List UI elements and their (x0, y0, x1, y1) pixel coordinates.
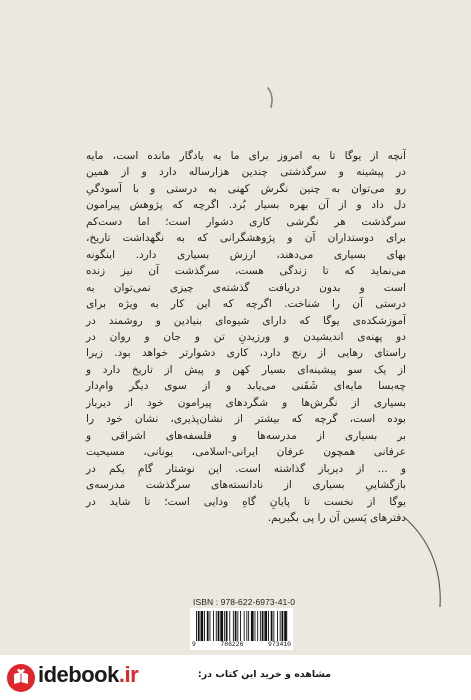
text-line: سرگذشت هر نگرشی کاری دشوار است؛ اما دست‌کم (86, 215, 406, 228)
barcode-bar (196, 611, 197, 641)
text-line: عرفانی همچون عرفان ایرانی-اسلامی، یونانی، مسیحیت (86, 446, 406, 459)
text-line: در پیشینه و سرگذشتی چندین هزارساله دارد و از همین (86, 166, 406, 179)
barcode-bar (229, 611, 230, 641)
text-line: بسیاری از نگرش‌ها و شگردهای پیرامون خود از دیرباز (86, 396, 406, 409)
barcode-bar (277, 611, 278, 641)
book-heart-icon (6, 663, 36, 693)
text-line: از یک سو پیشینه‌ای بسیار کهن و پیش از تاریخ دارد و (86, 363, 406, 376)
barcode-bar (233, 611, 234, 641)
footer-caption: مشاهده و خرید این کتاب در: (197, 669, 331, 680)
barcode-bar (210, 611, 211, 641)
text-line: برای دوستداران آن و پژوهشگرانی که به نگهداشت تاریخ، (86, 232, 406, 245)
barcode-bar (244, 611, 245, 641)
text-line: بهای بسیاری می‌دهند، ارزش بسیاری دارد. اینگونه (86, 248, 406, 261)
barcode-bar (213, 611, 214, 641)
barcode-bar (224, 611, 225, 641)
text-line: بر بسیاری از مدرسه‌ها و فلسفه‌های اشراقی و (86, 429, 406, 442)
barcode-bar (201, 611, 204, 641)
barcode-bar (284, 611, 287, 641)
barcode-bar (255, 611, 256, 641)
barcode-bar (198, 611, 200, 641)
barcode-digits (190, 641, 293, 648)
text-line: درستی آن را شناخت. اگرچه که این کار به ویژه برای (86, 298, 406, 311)
barcode-group-1: 786226 (220, 641, 244, 648)
barcode-bar (216, 611, 217, 641)
text-line: راستای رهایی از رنج دارد، کاری دشوارتر خواهد بود. زیرا (86, 347, 406, 360)
barcode-bar (273, 611, 274, 641)
barcode-bar (218, 611, 220, 641)
barcode-lead-digit: 9 (192, 641, 196, 648)
barcode-bar (248, 611, 249, 641)
isbn-label: ISBN : 978-622-6973-41-0 (193, 597, 296, 607)
text-line: دل داد و از آن بهره بسیار بُرد. اگرچه که پژوهش پیرامون (86, 199, 406, 212)
text-line: بوده است، گرچه که بیشتر از نشان‌پذیری، نشان خود را (86, 413, 406, 426)
barcode-bars (196, 611, 288, 641)
barcode-bar (235, 611, 237, 641)
barcode-bar (280, 611, 281, 641)
decorative-curve (400, 515, 445, 610)
logo-main-text: idebook (38, 662, 119, 687)
logo-tld: ir (124, 662, 139, 687)
text-line: و ... از دیرباز گذاشته است. این نوشتار گامِ یکم در (86, 462, 406, 475)
barcode-bar (282, 611, 284, 641)
barcode-bar (204, 611, 205, 641)
footer-banner (0, 655, 471, 700)
barcode-bar (240, 611, 241, 641)
barcode-bar (257, 611, 258, 641)
text-line: بازگشاییِ بسیاری از نادانسته‌های سرگذشت مدرسه‌ی (86, 479, 406, 492)
text-line: آنچه از یوگا تا به امروز برای ما به یادگار مانده است، مایه (86, 150, 406, 162)
text-line: رو می‌توان به چنین نگرش کهنی به درستی و با آسودگیِ (86, 182, 406, 195)
text-line: دفترهای پَسین آن را پی بگیریم. (267, 511, 406, 524)
barcode-bar (220, 611, 223, 641)
barcode-bar (271, 611, 273, 641)
text-line: دو پهنه‌ی اندیشیدن و ورزیدنِ تن و جان و روان در (86, 330, 406, 343)
logo-wordmark (38, 662, 138, 688)
barcode-bar (246, 611, 247, 641)
text-line: چه‌بسا مایه‌ای شَفَنی می‌یابد و از سوی دیگر وام‌دار (86, 380, 406, 393)
text-line: یوگا از نخست تا پایانِ گاهِ ودایی است؛ تا شاید در (86, 495, 406, 508)
barcode-bar (268, 611, 269, 641)
barcode-bar (260, 611, 261, 641)
barcode (190, 608, 293, 650)
idebook-logo[interactable] (6, 659, 156, 695)
barcode-group-2: 973410 (267, 641, 291, 648)
text-line: آموزشکده‌ی یوگا که دارای شیوه‌ای بنیادین و روشمند در (86, 314, 406, 327)
text-line: می‌نماید که تا زندگی هست، سرگذشت آن نیز زنده (86, 265, 406, 278)
logo-dot: . (118, 662, 125, 687)
barcode-bar (207, 611, 209, 641)
barcode-bar (251, 611, 254, 641)
barcode-bar (226, 611, 228, 641)
decorative-stroke (263, 87, 277, 109)
back-cover-text (86, 148, 406, 526)
text-line: است و بدون دریافت گذشته‌ی چیزی نمی‌توان به (86, 281, 406, 294)
barcode-bar (262, 611, 264, 641)
barcode-bar (264, 611, 267, 641)
barcode-bar (237, 611, 238, 641)
